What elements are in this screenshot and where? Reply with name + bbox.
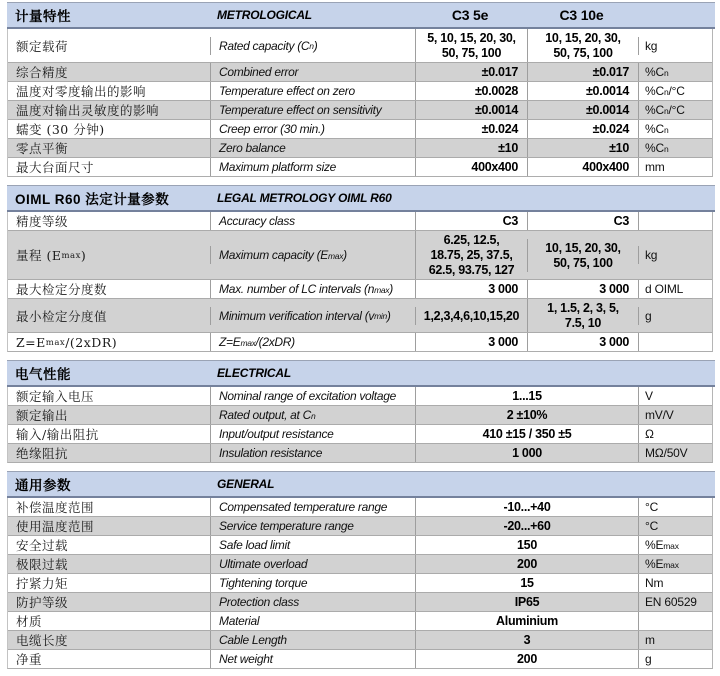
label-en: Input/output resistance <box>210 425 415 443</box>
unit-label: EN 60529 <box>638 593 712 611</box>
value-merged: 410 ±15 / 350 ±5 <box>415 425 638 443</box>
unit-label: m <box>638 631 712 649</box>
value-c3-5e: ±0.017 <box>415 63 527 81</box>
spec-row <box>8 443 712 462</box>
unit-label: Ω <box>638 425 712 443</box>
value-merged: -20...+60 <box>415 517 638 535</box>
value-merged: -10...+40 <box>415 498 638 516</box>
value-merged: 200 <box>415 555 638 573</box>
value-c3-5e: ±10 <box>415 139 527 157</box>
value-c3-10e: 1, 1.5, 2, 3, 5, 7.5, 10 <box>527 299 638 332</box>
column-header-c3-5e: C3 5e <box>451 7 489 23</box>
unit-label: %C n <box>638 120 712 138</box>
value-c3-5e: 6.25, 12.5, 18.75, 25, 37.5, 62.5, 93.75, 127 <box>415 231 527 279</box>
general-section <box>7 471 713 669</box>
label-en: Combined error <box>210 63 415 81</box>
unit-label: V <box>638 387 712 405</box>
spec-row <box>8 212 712 230</box>
label-en: Temperature effect on zero <box>210 82 415 100</box>
label-en: Maximum capacity (E max ) <box>210 246 415 264</box>
label-zh: 零点平衡 <box>16 141 69 156</box>
section-title-en: GENERAL <box>217 477 275 491</box>
value-merged: 3 <box>415 631 638 649</box>
label-zh: 最大台面尺寸 <box>16 160 95 175</box>
spec-row <box>8 592 712 611</box>
value-merged: 1 000 <box>415 444 638 462</box>
value-c3-10e: 400x400 <box>527 158 638 176</box>
spec-row <box>8 649 712 668</box>
unit-label: mV/V <box>638 406 712 424</box>
unit-label: kg <box>638 246 712 264</box>
unit-label: g <box>638 307 712 325</box>
label-zh: Z=E max /(2xDR) <box>16 335 118 350</box>
spec-row <box>8 424 712 443</box>
label-zh: 额定输入电压 <box>16 389 95 404</box>
value-c3-10e: ±0.024 <box>527 120 638 138</box>
electrical-section-header <box>7 360 715 387</box>
spec-row <box>8 62 712 81</box>
label-en: Temperature effect on sensitivity <box>210 101 415 119</box>
section-title-zh: 通用参数 <box>15 478 71 493</box>
label-zh: 拧紧力矩 <box>16 576 69 591</box>
section-title-en: METROLOGICAL <box>217 8 312 22</box>
spec-row <box>8 29 712 62</box>
unit-label: mm <box>638 158 712 176</box>
value-c3-10e: C3 <box>527 212 638 230</box>
section-title-zh: 电气性能 <box>15 367 71 382</box>
spec-row <box>8 573 712 592</box>
unit-label: MΩ/50V <box>638 444 712 462</box>
label-en: Minimum verification interval (v min ) <box>210 307 415 325</box>
section-title-zh: OIML R60 法定计量参数 <box>15 192 170 207</box>
label-zh: 精度等级 <box>16 214 69 229</box>
label-en: Cable Length <box>210 631 415 649</box>
spec-row <box>8 138 712 157</box>
label-en: Accuracy class <box>210 212 415 230</box>
general-rows <box>8 498 712 668</box>
spec-row <box>8 611 712 630</box>
unit-label: %C n /°C <box>638 82 712 100</box>
value-merged: IP65 <box>415 593 638 611</box>
label-en: Max. number of LC intervals (n max ) <box>210 280 415 298</box>
label-en: Material <box>210 612 415 630</box>
value-merged: 2 ±10% <box>415 406 638 424</box>
unit-label: %C n <box>638 63 712 81</box>
label-zh: 量程 (E max ) <box>16 248 87 263</box>
value-c3-5e: ±0.0014 <box>415 101 527 119</box>
section-title-en: LEGAL METROLOGY OIML R60 <box>217 191 392 205</box>
unit-label: °C <box>638 517 712 535</box>
label-en: Zero balance <box>210 139 415 157</box>
label-zh: 温度对输出灵敏度的影响 <box>16 103 160 118</box>
spec-row <box>8 535 712 554</box>
unit-label: d OIML <box>638 280 712 298</box>
unit-label: °C <box>638 498 712 516</box>
unit-label: %E max <box>638 555 712 573</box>
value-c3-5e: 1,2,3,4,6,10,15,20 <box>415 307 527 325</box>
section-title-en: ELECTRICAL <box>217 366 291 380</box>
value-c3-5e: 3 000 <box>415 280 527 298</box>
spec-row <box>8 157 712 176</box>
value-merged: Aluminium <box>415 612 638 630</box>
metrological-section <box>7 2 713 177</box>
label-zh: 综合精度 <box>16 65 69 80</box>
label-zh: 安全过载 <box>16 538 69 553</box>
metrological-section-header <box>7 2 715 29</box>
unit-label: %E max <box>638 536 712 554</box>
spec-row <box>8 81 712 100</box>
section-title-zh: 计量特性 <box>15 9 71 24</box>
unit-label: %C n /°C <box>638 101 712 119</box>
oiml-section <box>7 185 713 352</box>
value-c3-10e: ±10 <box>527 139 638 157</box>
value-c3-10e: ±0.017 <box>527 63 638 81</box>
value-c3-5e: C3 <box>415 212 527 230</box>
label-zh: 额定载荷 <box>16 38 69 54</box>
electrical-section <box>7 360 713 463</box>
unit-label: %C n <box>638 139 712 157</box>
spec-row <box>8 298 712 332</box>
label-zh: 最大检定分度数 <box>16 282 108 297</box>
unit-label <box>638 612 712 630</box>
label-zh: 补偿温度范围 <box>16 500 95 515</box>
spec-row <box>8 498 712 516</box>
label-zh: 材质 <box>16 614 43 629</box>
label-zh: 最小检定分度值 <box>16 308 108 324</box>
label-en: Ultimate overload <box>210 555 415 573</box>
value-c3-5e: ±0.024 <box>415 120 527 138</box>
label-en: Tightening torque <box>210 574 415 592</box>
label-en: Creep error (30 min.) <box>210 120 415 138</box>
value-c3-10e: ±0.0014 <box>527 101 638 119</box>
spec-row <box>8 387 712 405</box>
unit-label: kg <box>638 37 712 55</box>
value-c3-10e: 3 000 <box>527 333 638 351</box>
value-c3-5e: 5, 10, 15, 20, 30, 50, 75, 100 <box>415 29 527 62</box>
label-zh: 使用温度范围 <box>16 519 95 534</box>
spec-row <box>8 630 712 649</box>
label-zh: 极限过载 <box>16 557 69 572</box>
metrological-rows <box>8 29 712 176</box>
spec-row <box>8 279 712 298</box>
spec-row <box>8 119 712 138</box>
unit-label: Nm <box>638 574 712 592</box>
label-en: Safe load limit <box>210 536 415 554</box>
general-section-header <box>7 471 715 498</box>
unit-label <box>638 212 712 230</box>
value-c3-5e: 3 000 <box>415 333 527 351</box>
spec-row <box>8 405 712 424</box>
value-c3-10e: 10, 15, 20, 30, 50, 75, 100 <box>527 29 638 62</box>
label-en: Z=E max /(2xDR) <box>210 333 415 351</box>
oiml-section-header <box>7 185 715 212</box>
label-zh: 防护等级 <box>16 595 69 610</box>
value-c3-5e: 400x400 <box>415 158 527 176</box>
oiml-rows <box>8 212 712 351</box>
label-en: Protection class <box>210 593 415 611</box>
label-en: Net weight <box>210 650 415 668</box>
unit-label: g <box>638 650 712 668</box>
label-zh: 温度对零度输出的影响 <box>16 84 147 99</box>
value-merged: 15 <box>415 574 638 592</box>
value-c3-10e: 3 000 <box>527 280 638 298</box>
label-en: Insulation resistance <box>210 444 415 462</box>
spec-row <box>8 554 712 573</box>
spec-row <box>8 100 712 119</box>
label-en: Maximum platform size <box>210 158 415 176</box>
spec-row <box>8 230 712 279</box>
spec-row <box>8 332 712 351</box>
value-c3-5e: ±0.0028 <box>415 82 527 100</box>
value-c3-10e: ±0.0014 <box>527 82 638 100</box>
value-c3-10e: 10, 15, 20, 30, 50, 75, 100 <box>527 239 638 272</box>
value-merged: 150 <box>415 536 638 554</box>
unit-label <box>638 333 712 351</box>
label-zh: 输入/输出阻抗 <box>16 427 99 442</box>
label-zh: 电缆长度 <box>16 633 69 648</box>
column-header-c3-10e: C3 10e <box>559 7 604 23</box>
value-merged: 1...15 <box>415 387 638 405</box>
label-zh: 额定输出 <box>16 408 69 423</box>
label-en: Rated output, at C n <box>210 406 415 424</box>
value-merged: 200 <box>415 650 638 668</box>
electrical-rows <box>8 387 712 462</box>
spec-row <box>8 516 712 535</box>
label-en: Service temperature range <box>210 517 415 535</box>
label-en: Compensated temperature range <box>210 498 415 516</box>
label-en: Nominal range of excitation voltage <box>210 387 415 405</box>
label-zh: 蠕变 (30 分钟) <box>16 122 105 137</box>
label-zh: 净重 <box>16 652 43 667</box>
label-en: Rated capacity (C n ) <box>210 37 415 55</box>
label-zh: 绝缘阻抗 <box>16 446 69 461</box>
